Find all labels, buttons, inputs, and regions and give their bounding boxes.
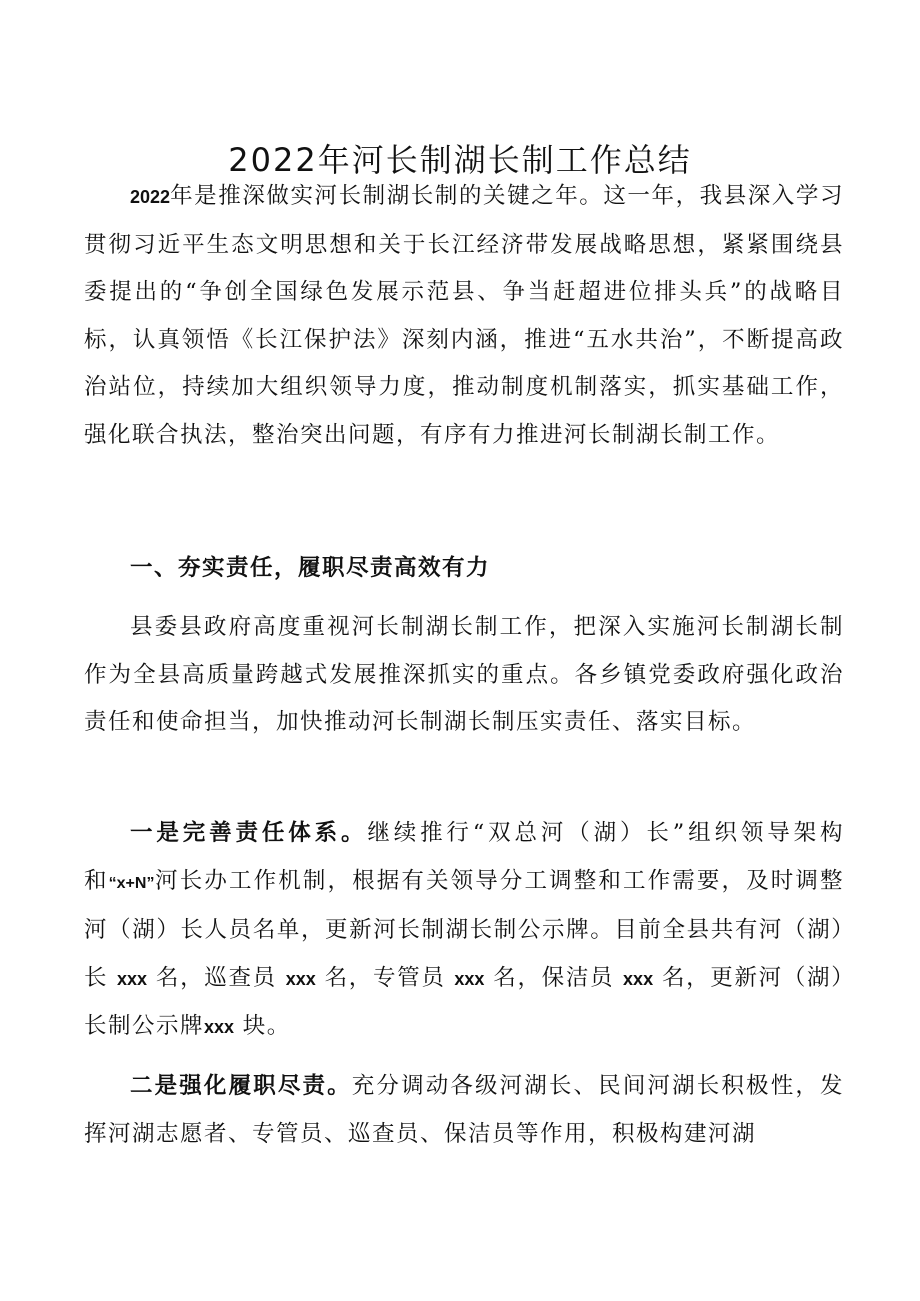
intro-paragraph xyxy=(84,173,844,459)
section-1-heading: 一、夯实责任，履职尽责高效有力 xyxy=(130,555,491,581)
item-1-text-a: 继续推行“双总河（湖）长”组织领导架构和 xyxy=(84,820,844,894)
item-1-text-d: 名，专管员 xyxy=(324,964,446,991)
item-2-paragraph xyxy=(84,1063,844,1158)
item-2-lead: 二是强化履职尽责。 xyxy=(130,1073,352,1099)
item-1-paragraph xyxy=(84,810,844,1052)
item-1-code: “x+N” xyxy=(108,874,155,892)
item-1-text-b: 河长办工作机制，根据有关领导分工调整和工作需要，及时调整河（湖）长人员名单，更新河长制湖长制公示牌。目前全县共有河（湖）长 xyxy=(84,867,844,991)
item-1-text-e: 名，保洁员 xyxy=(493,964,615,991)
item-1-count-1: xxx xyxy=(117,968,148,989)
item-1-count-2: xxx xyxy=(285,968,316,989)
item-1-lead: 一是完善责任体系。 xyxy=(130,820,368,846)
item-1-text-f: 名，更新河（湖）长制公示牌 xyxy=(84,964,844,1039)
intro-year: 2022 xyxy=(130,187,171,207)
item-1-count-3: xxx xyxy=(454,968,485,989)
item-1-count-5: xxx xyxy=(204,1017,235,1037)
item-2-text: 充分调动各级河湖长、民间河湖长积极性，发挥河湖志愿者、专管员、巡查员、保洁员等作用，积极构建河湖 xyxy=(84,1073,844,1147)
item-1-text-g: 块。 xyxy=(242,1013,291,1039)
section-1-paragraph: 县委县政府高度重视河长制湖长制工作，把深入实施河长制湖长制作为全县高质量跨越式发展推深抓实的重点。各乡镇党委政府强化政治责任和使命担当，加快推动河长制湖长制压实责任、落实目标。 xyxy=(84,614,844,735)
document-title: 2022年河长制湖长制工作总结 xyxy=(228,141,692,179)
item-1-count-4: xxx xyxy=(623,968,654,989)
item-1-text-c: 名，巡查员 xyxy=(155,964,277,991)
intro-text: 年是推深做实河长制湖长制的关键之年。这一年，我县深入学习贯彻习近平生态文明思想和关于长江经济带发展战略思想，紧紧围绕县委提出的“争创全国绿色发展示范县、争当赶超进位排头兵”的战略目标，认真领悟《长江保护法》深刻内涵，推进“五水共治”，不断提高政治站位，持续加大组织领导力度，推动制度机制落实，抓实基础工作，强化联合执法，整治突出问题，有序有力推进河长制湖长制工作。 xyxy=(84,183,844,448)
